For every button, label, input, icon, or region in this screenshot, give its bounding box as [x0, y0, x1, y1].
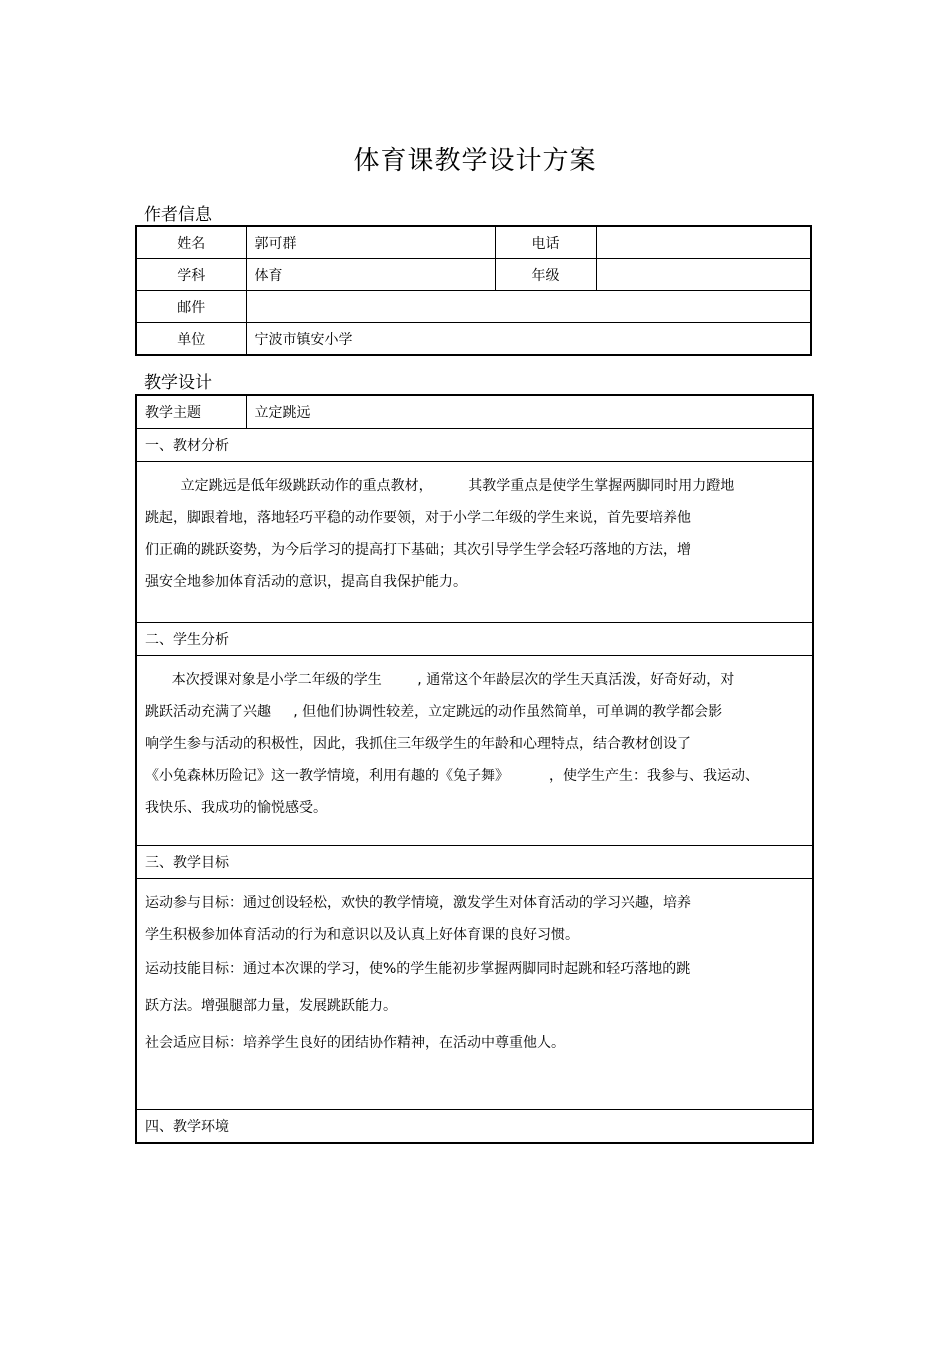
student-line: 《小兔森林历险记》这一教学情境，利用有趣的《兔子舞》 ，使学生产生：我参与、我运动、	[145, 768, 760, 784]
topic-value: 立定跳远	[246, 395, 813, 429]
goals-line: 社会适应目标：培养学生良好的团结协作精神，在活动中尊重他人。	[145, 1035, 565, 1051]
design-section-heading: 教学设计	[144, 373, 212, 393]
unit-label: 单位	[136, 323, 246, 356]
unit-value: 宁波市镇安小学	[246, 323, 811, 356]
name-value: 郭可群	[246, 226, 495, 259]
email-label: 邮件	[136, 291, 246, 323]
student-line: 本次授课对象是小学二年级的学生 , 通常这个年龄层次的学生天真活泼，好奇好动，对	[145, 672, 735, 688]
student-line: 跳跃活动充满了兴趣 , 但他们协调性较差，立定跳远的动作虽然简单，可单调的教学都会影	[145, 704, 723, 720]
student-analysis-body	[136, 656, 813, 846]
goals-line: 运动参与目标：通过创设轻松，欢快的教学情境，激发学生对体育活动的学习兴趣，培养	[145, 895, 691, 911]
student-analysis-heading: 二、学生分析	[136, 623, 813, 656]
goals-line: 学生积极参加体育活动的行为和意识以及认真上好体育课的良好习惯。	[145, 927, 579, 943]
teaching-environment-heading: 四、教学环境	[136, 1110, 813, 1144]
page-title: 体育课教学设计方案	[353, 146, 597, 176]
material-line: 强安全地参加体育活动的意识，提高自我保护能力。	[145, 574, 467, 590]
topic-label: 教学主题	[136, 395, 246, 429]
teaching-goals-heading: 三、教学目标	[136, 846, 813, 879]
email-value	[246, 291, 811, 323]
material-line: 们正确的跳跃姿势，为今后学习的提高打下基础；其次引导学生学会轻巧落地的方法，增	[145, 542, 691, 558]
name-label: 姓名	[136, 226, 246, 259]
student-line: 我快乐、我成功的愉悦感受。	[145, 800, 327, 816]
author-info-table	[135, 225, 812, 356]
grade-value	[596, 259, 811, 291]
material-analysis-heading: 一、教材分析	[136, 429, 813, 462]
author-section-heading: 作者信息	[144, 205, 212, 225]
subject-value: 体育	[246, 259, 495, 291]
phone-value	[596, 226, 811, 259]
phone-label: 电话	[495, 226, 596, 259]
student-line: 响学生参与活动的积极性，因此，我抓住三年级学生的年龄和心理特点，结合教材创设了	[145, 736, 691, 752]
subject-label: 学科	[136, 259, 246, 291]
material-analysis-body	[136, 462, 813, 623]
teaching-design-table	[135, 394, 814, 1144]
grade-label: 年级	[495, 259, 596, 291]
material-line: 立定跳远是低年级跳跃动作的重点教材， 其教学重点是使学生掌握两脚同时用力蹬地	[145, 478, 735, 494]
teaching-goals-body	[136, 879, 813, 1110]
goals-line: 运动技能目标：通过本次课的学习，使%的学生能初步掌握两脚同时起跳和轻巧落地的跳	[145, 961, 691, 977]
material-line: 跳起，脚跟着地，落地轻巧平稳的动作要领，对于小学二年级的学生来说，首先要培养他	[145, 510, 691, 526]
goals-line: 跃方法。增强腿部力量，发展跳跃能力。	[145, 998, 397, 1014]
